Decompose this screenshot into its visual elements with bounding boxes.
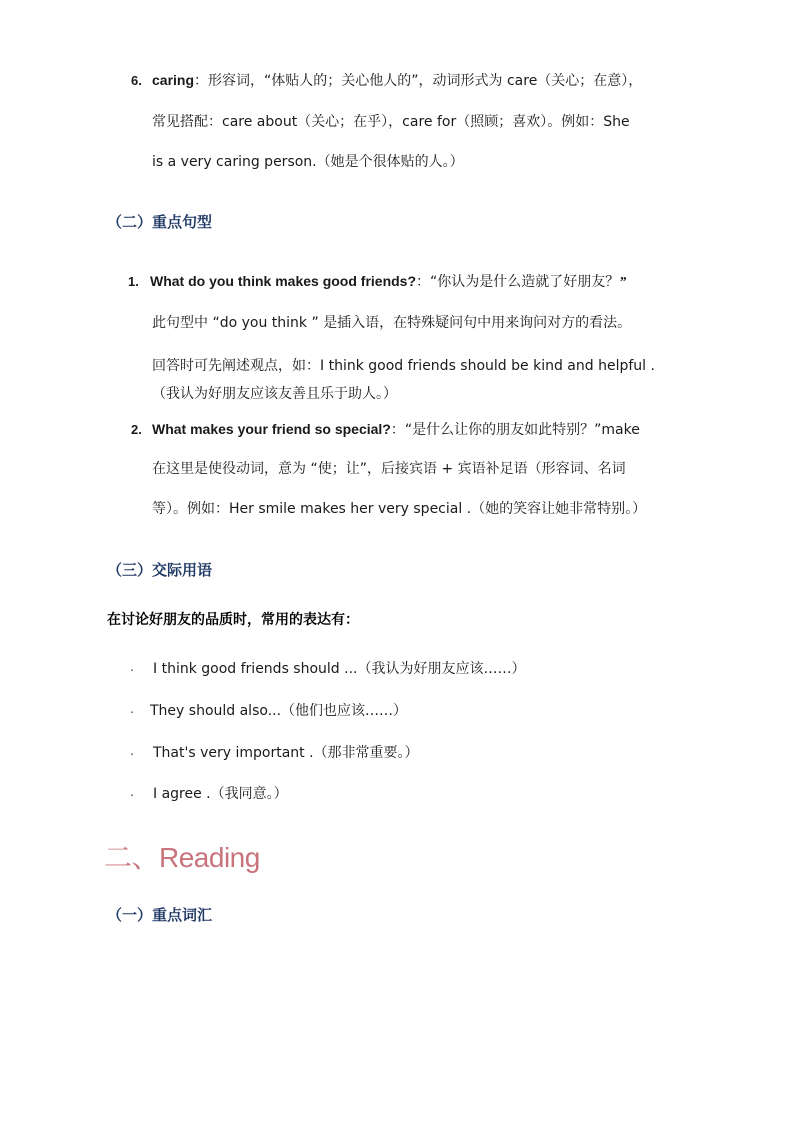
section-heading-communication: （三）交际用语 <box>107 561 213 579</box>
expression-item: They should also...（他们也应该……） <box>150 703 408 719</box>
pattern-1-title-line <box>150 271 626 293</box>
pattern-2-title-line <box>152 419 640 440</box>
vocab-definition: ：形容词，“体贴人的；关心他人的”，动词形式为 care（关心；在意）， <box>194 73 643 89</box>
section-heading-key-vocabulary: （一）重点词汇 <box>107 906 213 924</box>
vocab-example: is a very caring person.（她是个很体贴的人。） <box>152 154 464 170</box>
pattern-1-quote-end: ” <box>619 275 627 290</box>
expression-item: I think good friends should ...（我认为好朋友应该……） <box>153 661 526 677</box>
list-number: 2. <box>131 422 142 437</box>
vocab-word: caring <box>152 72 195 88</box>
list-number: 1. <box>128 274 139 289</box>
pattern-2-translation: ：“是什么让你的朋友如此特别？”make <box>390 422 640 438</box>
pattern-2-explanation: 在这里是使役动词，意为 “使；让”，后接宾语 + 宾语补足语（形容词、名词 <box>152 461 626 477</box>
vocab-collocations: 常见搭配：care about（关心；在乎），care for（照顾；喜欢）。例如：She <box>152 114 630 130</box>
pattern-2-title: What makes your friend so special? <box>152 421 391 437</box>
list-number: 6. <box>131 73 142 88</box>
expression-item: That's very important .（那非常重要。） <box>153 745 419 761</box>
pattern-1-answer-translation: （我认为好朋友应该友善且乐于助人。） <box>152 386 397 402</box>
section-heading-key-sentences: （二）重点句型 <box>107 213 213 231</box>
list-bullet: . <box>130 785 134 799</box>
vocab-item-line <box>152 70 642 91</box>
pattern-1-title: What do you think makes good friends? <box>150 273 417 289</box>
part-title-reading: 二、Reading <box>104 842 260 873</box>
expressions-intro: 在讨论好朋友的品质时，常用的表达有： <box>107 612 359 628</box>
list-bullet: . <box>130 660 134 674</box>
list-bullet: . <box>130 744 134 758</box>
pattern-2-example: 等）。例如：Her smile makes her very special .（她的笑容让她非常特别。） <box>152 501 647 517</box>
expression-item: I agree .（我同意。） <box>153 786 288 802</box>
list-bullet: . <box>130 702 134 716</box>
pattern-1-translation: ：“你认为是什么造就了好朋友？ <box>416 274 620 290</box>
pattern-1-answer: 回答时可先阐述观点，如：I think good friends should be kind and helpful . <box>152 358 655 374</box>
pattern-1-explanation: 此句型中 “do you think ” 是插入语，在特殊疑问句中用来询问对方的看法。 <box>152 315 632 331</box>
